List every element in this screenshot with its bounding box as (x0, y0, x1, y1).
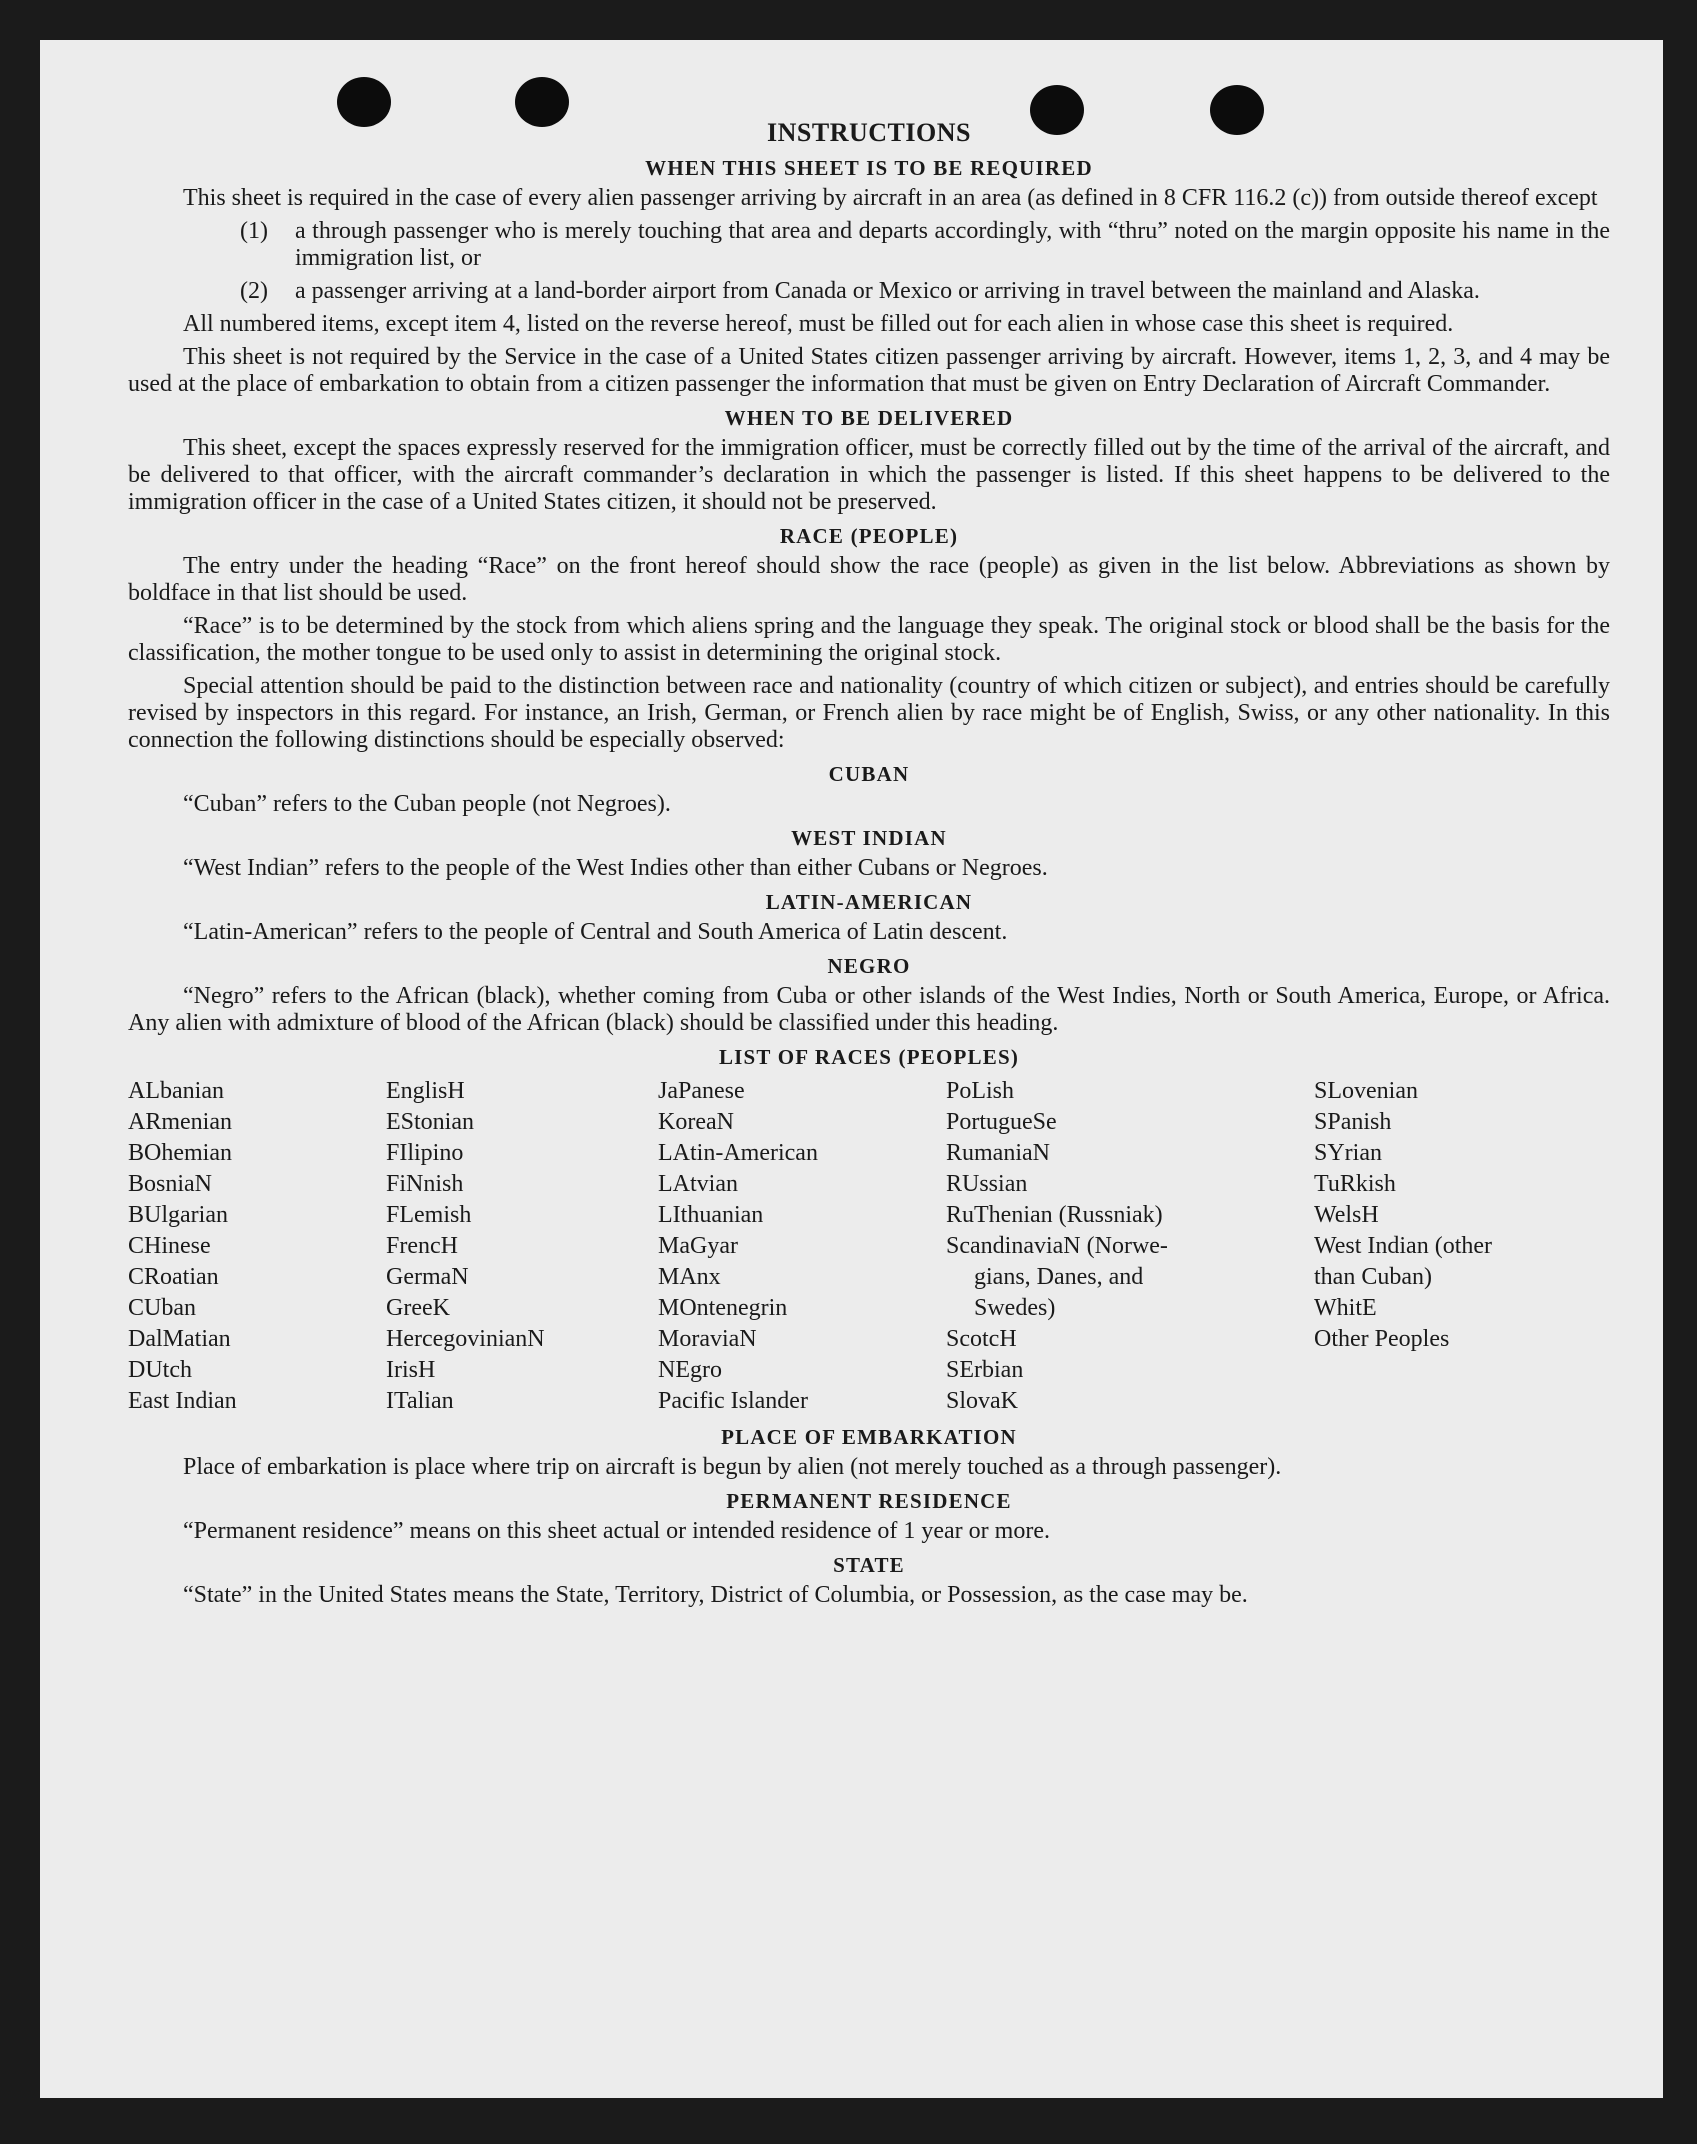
race-entry: RUssian (946, 1171, 1028, 1197)
race-entry-continuation: gians, Danes, and (974, 1264, 1144, 1290)
paragraph: This sheet, except the spaces expressly reserved for the immigration officer, must be correctly filled out by the time of the arrival of the aircraft, and be delivered to that officer, with the aircraft commander’s declaration in which the passenger is listed. If this sheet happens to be delivered to the immigration officer in the case of a United States citizen, it should not be preserved. (128, 435, 1610, 515)
race-entry: ALbanian (128, 1078, 224, 1104)
race-entry: MaGyar (658, 1233, 738, 1259)
race-column (658, 1076, 946, 1417)
race-entry: BUlgarian (128, 1202, 228, 1228)
race-entry: WelsH (1314, 1202, 1379, 1228)
race-entry: CRoatian (128, 1264, 219, 1290)
race-entry: CUban (128, 1295, 196, 1321)
race-entry: SErbian (946, 1357, 1024, 1383)
definition: “State” in the United States means the State, Territory, District of Columbia, or Possession, as the case may be. (183, 1582, 1248, 1608)
race-entry: GreeK (386, 1295, 450, 1321)
race-entry: HercegovinianN (386, 1326, 545, 1352)
race-column (128, 1076, 386, 1417)
definition: “Cuban” refers to the Cuban people (not Negroes). (183, 791, 671, 817)
race-column (946, 1076, 1314, 1417)
race-entry: FLemish (386, 1202, 472, 1228)
race-entry: IrisH (386, 1357, 436, 1383)
race-entry: JaPanese (658, 1078, 745, 1104)
numbered-item (128, 218, 1610, 272)
race-entry: CHinese (128, 1233, 211, 1259)
race-entry: MOntenegrin (658, 1295, 788, 1321)
section-heading: NEGRO (827, 954, 911, 978)
race-entry: PortugueSe (946, 1109, 1057, 1135)
race-entry: PoLish (946, 1078, 1015, 1104)
race-entry: WhitE (1314, 1295, 1377, 1321)
race-entry: ARmenian (128, 1109, 232, 1135)
race-entry: LAtvian (658, 1171, 738, 1197)
race-entry: SPanish (1314, 1109, 1392, 1135)
section-heading: RACE (PEOPLE) (779, 524, 959, 548)
definition: “Latin-American” refers to the people of Central and South America of Latin descent. (183, 919, 1008, 945)
race-entry: LAtin-American (658, 1140, 818, 1166)
race-entry-continuation: Swedes) (974, 1295, 1056, 1321)
section-heading: WEST INDIAN (791, 826, 947, 850)
race-entry: Other Peoples (1314, 1326, 1450, 1352)
document-page (40, 40, 1663, 2098)
race-entry: ScandinaviaN (Norwe- (946, 1233, 1168, 1259)
race-entry: Pacific Islander (658, 1388, 808, 1414)
race-entry: MAnx (658, 1264, 721, 1290)
race-entry: FrencH (386, 1233, 458, 1259)
section-heading: STATE (833, 1553, 905, 1577)
race-entry: SlovaK (946, 1388, 1018, 1414)
race-entry: ScotcH (946, 1326, 1017, 1352)
paragraph: Special attention should be paid to the distinction between race and nationality (country of which citizen or subject), and entries should be carefully revised by inspectors in this regard. For instance, an Irish, German, or French alien by race might be of English, Swiss, or any other nationality. In this connection the following distinctions should be especially observed: (128, 673, 1610, 753)
paragraph: The entry under the heading “Race” on the front hereof should show the race (people) as given in the list below. Abbreviations as shown by boldface in that list should be used. (128, 553, 1610, 606)
item-number: (1) (240, 218, 268, 244)
paragraph: This sheet is not required by the Service in the case of a United States citizen passenger arriving by aircraft. However, items 1, 2, 3, and 4 may be used at the place of embarkation to obtain from a citizen passenger the information that must be given on Entry Declaration of Aircraft Commander. (128, 344, 1610, 397)
race-entry: MoraviaN (658, 1326, 757, 1352)
item-number: (2) (240, 278, 268, 304)
race-entry: BosniaN (128, 1171, 212, 1197)
section-heading: PLACE OF EMBARKATION (721, 1425, 1017, 1449)
instructions-body (128, 118, 1610, 1615)
race-entry: EStonian (386, 1109, 474, 1135)
race-list (128, 1076, 1610, 1417)
race-entry: DUtch (128, 1357, 192, 1383)
race-entry: BOhemian (128, 1140, 232, 1166)
paragraph: All numbered items, except item 4, listed on the reverse hereof, must be filled out for each alien in whose case this sheet is required. (183, 311, 1454, 337)
race-entry: NEgro (658, 1357, 722, 1383)
race-entry: FIlipino (386, 1140, 464, 1166)
section-heading: LATIN-AMERICAN (765, 890, 973, 914)
definition: Place of embarkation is place where trip on aircraft is begun by alien (not merely touched as a through passenger). (183, 1454, 1282, 1480)
section-heading: WHEN THIS SHEET IS TO BE REQUIRED (645, 156, 1093, 180)
item-text: a through passenger who is merely touching that area and departs accordingly, with “thru” noted on the margin opposite his name in the immigration list, or (295, 218, 1610, 271)
race-entry-continuation: than Cuban) (1314, 1264, 1432, 1290)
definition: “Negro” refers to the African (black), whether coming from Cuba or other islands of the West Indies, North or South America, Europe, or Africa. Any alien with admixture of blood of the African (black) should be classified under this heading. (128, 983, 1610, 1036)
numbered-item (128, 278, 1610, 305)
definition: “West Indian” refers to the people of the West Indies other than either Cubans or Negroes. (183, 855, 1048, 881)
race-entry: ITalian (386, 1388, 454, 1414)
race-entry: FiNnish (386, 1171, 464, 1197)
race-column (1314, 1076, 1594, 1417)
paragraph: “Race” is to be determined by the stock from which aliens spring and the language they speak. The original stock or blood shall be the basis for the classification, the mother tongue to be used only to assist in determining the original stock. (128, 613, 1610, 666)
section-heading: CUBAN (828, 762, 910, 786)
race-entry: SYrian (1314, 1140, 1382, 1166)
race-entry: East Indian (128, 1388, 237, 1414)
race-entry: SLovenian (1314, 1078, 1418, 1104)
definition: “Permanent residence” means on this sheet actual or intended residence of 1 year or more. (183, 1518, 1050, 1544)
race-entry: West Indian (other (1314, 1233, 1493, 1259)
race-entry: RuThenian (Russniak) (946, 1202, 1163, 1228)
section-heading: WHEN TO BE DELIVERED (724, 406, 1014, 430)
race-entry: DalMatian (128, 1326, 231, 1352)
race-entry: LIthuanian (658, 1202, 764, 1228)
section-heading: LIST OF RACES (PEOPLES) (718, 1045, 1020, 1069)
race-entry: KoreaN (658, 1109, 734, 1135)
paragraph: This sheet is required in the case of every alien passenger arriving by aircraft in an area (as defined in 8 CFR 116.2 (c)) from outside thereof except (183, 185, 1598, 211)
section-heading: PERMANENT RESIDENCE (726, 1489, 1012, 1513)
race-entry: RumaniaN (946, 1140, 1050, 1166)
race-entry: EnglisH (386, 1078, 465, 1104)
race-entry: GermaN (386, 1264, 469, 1290)
page-title: INSTRUCTIONS (767, 118, 971, 147)
item-text: a passenger arriving at a land-border airport from Canada or Mexico or arriving in travel between the mainland and Alaska. (295, 278, 1480, 304)
race-entry: TuRkish (1314, 1171, 1396, 1197)
race-column (386, 1076, 658, 1417)
